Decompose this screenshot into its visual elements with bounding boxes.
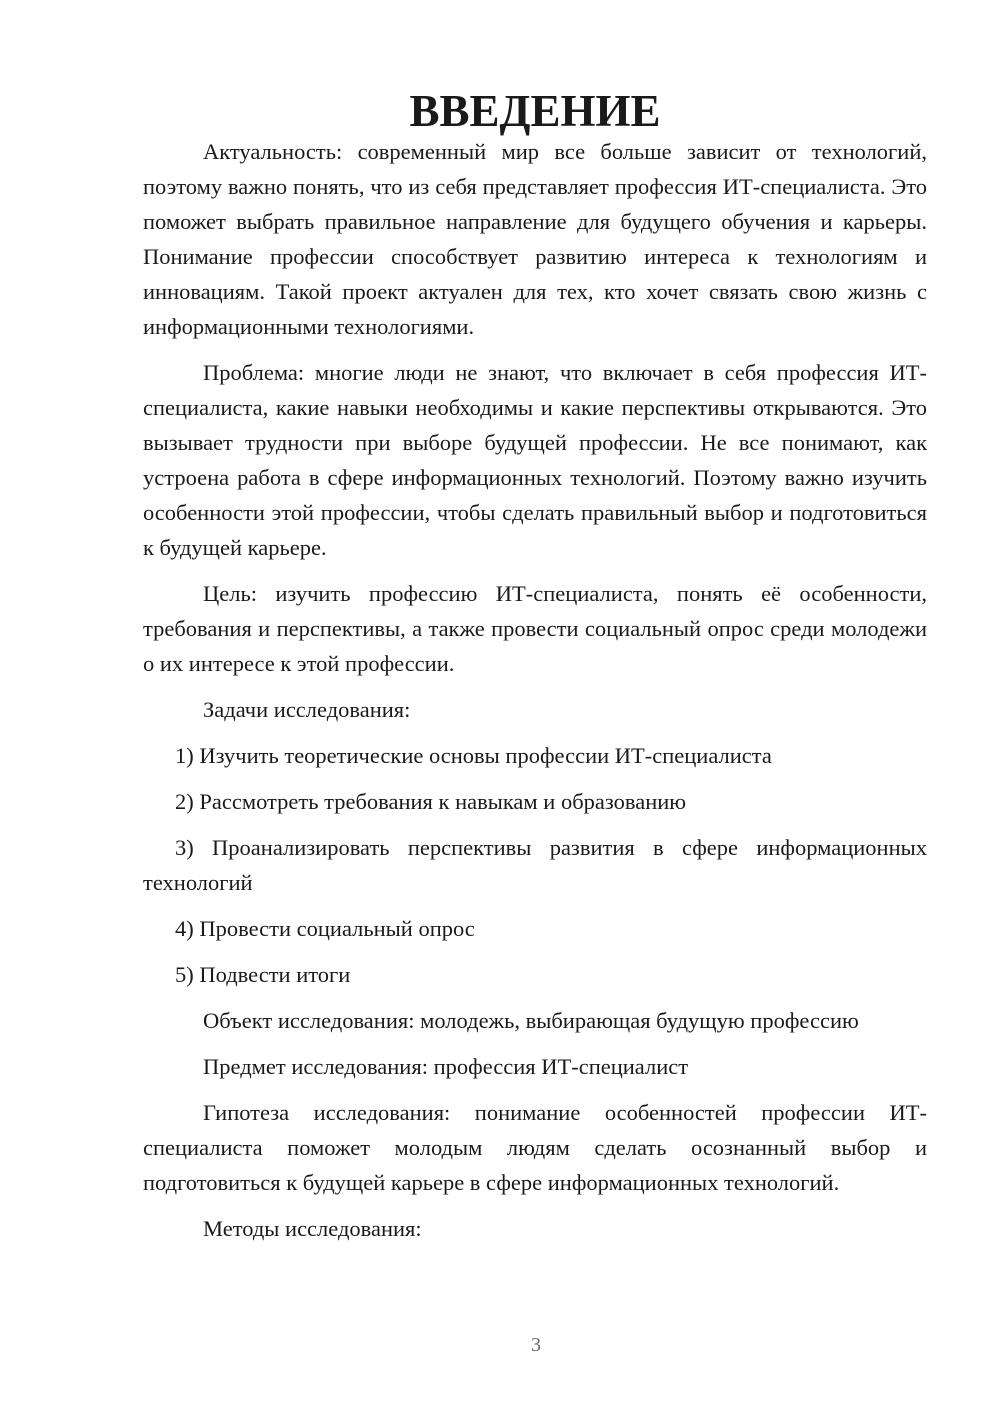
hypothesis-paragraph: Гипотеза исследования: понимание особенностей профессии ИТ-специалиста поможет молодым людям сделать осознанный выбор и подготовиться к будущей карьере в сфере информационных технологий. <box>143 1100 927 1195</box>
page-title: ВВЕДЕНИЕ <box>409 86 661 136</box>
page-number: 3 <box>531 1334 541 1356</box>
problem-paragraph: Проблема: многие люди не знают, что включает в себя профессия ИТ-специалиста, какие навыки необходимы и какие перспективы открываются. Это вызывает трудности при выборе будущей профессии. Не все понимают, как устроена работа в сфере информационных технологий. Поэтому важно изучить особенности этой профессии, чтобы сделать правильный выбор и подготовиться к будущей карьере. <box>143 360 927 560</box>
task-item-3: 3) Проанализировать перспективы развития в сфере информационных технологий <box>143 835 927 895</box>
tasks-heading: Задачи исследования: <box>203 697 411 722</box>
subject-paragraph: Предмет исследования: профессия ИТ-специалист <box>203 1054 689 1079</box>
relevance-paragraph: Актуальность: современный мир все больше зависит от технологий, поэтому важно понять, что из себя представляет профессия ИТ-специалиста. Это поможет выбрать правильное направление для будущего обучения и карьеры. Понимание профессии способствует развитию интереса к технологиям и инновациям. Такой проект актуален для тех, кто хочет связать свою жизнь с информационными технологиями. <box>143 139 927 339</box>
task-item-1: 1) Изучить теоретические основы профессии ИТ-специалиста <box>175 743 772 768</box>
methods-paragraph: Методы исследования: <box>203 1216 422 1241</box>
task-item-2: 2) Рассмотреть требования к навыкам и образованию <box>175 789 687 814</box>
task-item-4: 4) Провести социальный опрос <box>175 916 475 941</box>
task-item-5: 5) Подвести итоги <box>175 962 351 987</box>
page-content <box>143 86 927 1246</box>
object-paragraph: Объект исследования: молодежь, выбирающая будущую профессию <box>203 1008 859 1033</box>
goal-paragraph: Цель: изучить профессию ИТ-специалиста, понять её особенности, требования и перспективы, а также провести социальный опрос среди молодежи о их интересе к этой профессии. <box>143 581 927 676</box>
